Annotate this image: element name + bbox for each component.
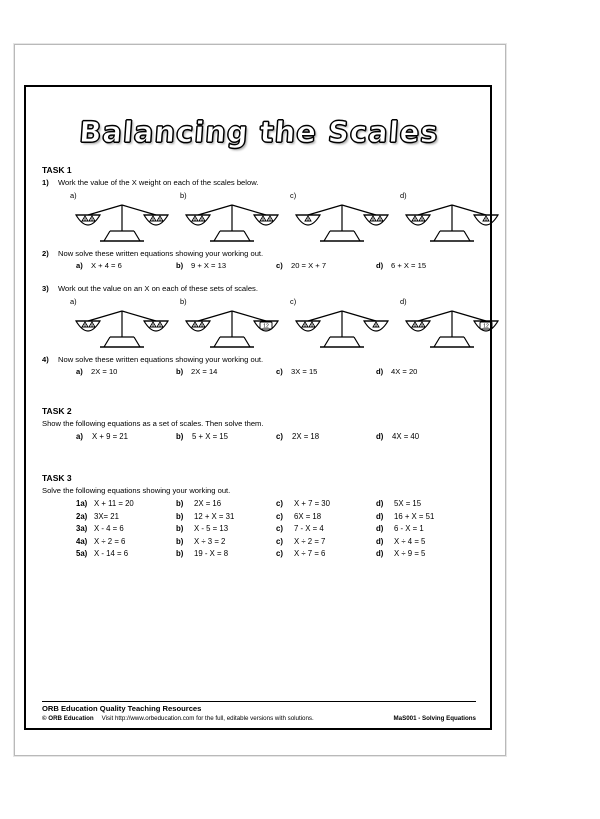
question-2 [42,249,476,258]
task3-1b [176,498,276,511]
footer-title: ORB Education Quality Teaching Resources [42,704,202,713]
task2-equation-a [76,432,176,441]
svg-text:X: X [193,217,197,222]
task3-1a-text: X + 11 = 20 [94,499,134,508]
task2-equation-c-text: 2X = 18 [292,432,320,441]
task3-3b-text: X - 5 = 13 [194,524,229,533]
task-3-grid [76,498,476,561]
task3-3a-text: X - 4 = 6 [94,524,124,533]
svg-text:X: X [374,323,378,328]
balance-scale-icon [400,307,504,353]
equation-2a-text: X + 4 = 6 [91,261,122,270]
equation-4d-text: 4X = 20 [391,367,418,376]
equation-2c-label: c) [276,261,283,270]
equation-4b-text: 2X = 14 [191,367,218,376]
scale-label-1a: a) [70,191,77,200]
task3-row-2 [76,511,476,524]
task3-4c [276,536,376,549]
equation-2b-text: 9 + X = 13 [191,261,227,270]
equation-4a [76,367,176,376]
equation-row-4 [76,367,476,376]
equation-2b-label: b) [176,261,184,270]
task3-4c-label: c) [276,536,283,546]
footer-copyright: © ORB Education [42,715,94,722]
task3-4d [376,536,476,549]
task3-3b [176,523,276,536]
svg-text:X: X [378,217,382,222]
svg-text:X: X [268,217,272,222]
svg-text:X: X [420,217,424,222]
equation-4a-text: 2X = 10 [91,367,118,376]
equation-2a-label: a) [76,261,83,270]
page-title: Balancing the Scales [78,115,440,149]
balance-scale-icon [70,307,174,353]
svg-text:X: X [200,217,204,222]
scale-label-1b: b) [180,191,187,200]
task3-2c-label: c) [276,511,283,521]
svg-text:X: X [420,323,424,328]
task3-4b [176,536,276,549]
scale-diagram-3d [400,297,504,353]
task3-2b-label: b) [176,511,184,521]
task3-4a-label: 4a) [76,536,88,546]
task3-5c-label: c) [276,549,283,558]
task-2-equations [76,432,476,441]
question-2-text: Now solve these written equations showing your working out. [58,249,264,258]
question-4-text: Now solve these written equations showing your working out. [58,355,264,364]
task3-3c-label: c) [276,524,283,533]
task2-equation-d [376,432,476,441]
task3-4a-text: X ÷ 2 = 6 [94,536,126,546]
svg-text:12: 12 [263,323,269,330]
task3-3d-label: d) [376,524,384,533]
svg-text:X: X [310,323,314,328]
task3-2c-text: 6X = 18 [294,511,322,521]
task-2-heading: TASK 2 [42,406,72,416]
scale-diagram-3a [70,297,174,353]
question-1-number: 1) [42,178,49,187]
footer-divider [42,701,476,702]
task-3-heading: TASK 3 [42,473,72,483]
footer-note[interactable]: Visit http://www.orbeducation.com for the full, editable versions with solutions. [101,715,314,722]
worksheet-content [26,87,490,728]
scale-diagram-3b [180,297,284,353]
task3-2d-label: d) [376,511,384,521]
task3-3d-text: 6 - X = 1 [394,524,424,533]
svg-text:X: X [158,217,162,222]
svg-text:12: 12 [483,323,489,330]
task3-1d-label: d) [376,499,384,508]
task3-1a-label: 1a) [76,499,88,508]
task3-5d-text: X ÷ 9 = 5 [394,549,426,558]
task3-4b-text: X ÷ 3 = 2 [194,536,226,546]
task3-4a [76,536,176,549]
svg-text:X: X [306,217,310,222]
svg-text:X: X [413,217,417,222]
task3-2d [376,511,476,524]
question-3-text: Work out the value on an X on each of these sets of scales. [58,284,258,293]
equation-4b-label: b) [176,367,184,376]
task2-equation-b [176,432,276,441]
scale-label-3b: b) [180,297,187,306]
task3-5a-text: X - 14 = 6 [94,549,129,558]
worksheet-sheet [14,44,506,756]
svg-text:X: X [90,217,94,222]
scales-row-3 [70,297,489,353]
equation-4a-label: a) [76,367,83,376]
task3-4b-label: b) [176,536,184,546]
worksheet-border [24,85,492,730]
scale-label-3c: c) [290,297,297,306]
task3-1b-text: 2X = 16 [194,499,222,508]
question-4-number: 4) [42,355,49,364]
task3-5a [76,548,176,561]
task3-3d [376,523,476,536]
task3-5b-text: 19 - X = 8 [194,549,229,558]
equation-2d [376,261,476,270]
task3-5d-label: d) [376,549,384,558]
scale-label-1d: d) [400,191,407,200]
balance-scale-icon [290,201,394,247]
task2-equation-c [276,432,376,441]
svg-text:X: X [200,323,204,328]
task3-2c [276,511,376,524]
equation-2c [276,261,376,270]
task3-row-4 [76,536,476,549]
task2-equation-b-text: 5 + X = 15 [192,432,228,441]
task2-equation-d-label: d) [376,432,384,441]
footer [42,701,476,722]
equation-4c-text: 3X = 15 [291,367,318,376]
footer-code: MaS001 - Solving Equations [393,715,476,722]
task2-equation-c-label: c) [276,432,283,441]
balance-scale-icon [400,201,504,247]
scale-diagram-1d [400,191,504,247]
scale-diagram-1b [180,191,284,247]
equation-2d-label: d) [376,261,384,270]
task3-1a [76,498,176,511]
scale-diagram-1a [70,191,174,247]
equation-2b [176,261,276,270]
svg-text:X: X [303,323,307,328]
equation-2d-text: 6 + X = 15 [391,261,427,270]
svg-text:X: X [83,323,87,328]
task3-5c-text: X ÷ 7 = 6 [294,549,326,558]
svg-text:X: X [413,323,417,328]
equation-row-2 [76,261,476,270]
balance-scale-icon [180,307,284,353]
question-1 [42,178,476,187]
question-3-number: 3) [42,284,49,293]
svg-text:X: X [261,217,265,222]
equation-2c-text: 20 = X + 7 [291,261,327,270]
task3-1d-text: 5X = 15 [394,499,422,508]
task3-row-1 [76,498,476,511]
svg-text:X: X [371,217,375,222]
scale-label-3a: a) [70,297,77,306]
scale-label-3d: d) [400,297,407,306]
task2-equation-a-label: a) [76,432,83,441]
task3-row-3 [76,523,476,536]
task3-4d-label: d) [376,536,384,546]
task3-3c [276,523,376,536]
task3-2a-text: 3X= 21 [94,511,119,521]
equation-4b [176,367,276,376]
task3-5a-label: 5a) [76,549,88,558]
task3-2a-label: 2a) [76,511,88,521]
task3-4d-text: X ÷ 4 = 5 [394,536,426,546]
task-3-instruction: Solve the following equations showing your working out. [42,486,231,495]
task-2-instruction: Show the following equations as a set of scales. Then solve them. [42,419,264,428]
question-3 [42,284,476,293]
equation-4d-label: d) [376,367,384,376]
scale-label-1c: c) [290,191,297,200]
scale-diagram-1c [290,191,394,247]
footer-left [42,715,314,722]
question-1-text: Work the value of the X weight on each of the scales below. [58,178,259,187]
task3-5c [276,548,376,561]
equation-4d [376,367,476,376]
task-1-heading: TASK 1 [42,165,72,175]
balance-scale-icon [70,201,174,247]
equation-4c [276,367,376,376]
task3-3c-text: 7 - X = 4 [294,524,324,533]
task3-3b-label: b) [176,524,184,533]
task3-1c [276,498,376,511]
task3-1c-label: c) [276,499,283,508]
task3-1b-label: b) [176,499,184,508]
task3-5b [176,548,276,561]
task3-2a [76,511,176,524]
svg-text:X: X [484,217,488,222]
task3-1d [376,498,476,511]
task3-5d [376,548,476,561]
task3-5b-label: b) [176,549,184,558]
task2-equation-b-label: b) [176,432,184,441]
scale-diagram-3c [290,297,394,353]
task3-2b [176,511,276,524]
task3-3a [76,523,176,536]
balance-scale-icon [290,307,394,353]
svg-text:X: X [151,323,155,328]
question-2-number: 2) [42,249,49,258]
task3-2b-text: 12 + X = 31 [194,511,235,521]
task3-3a-label: 3a) [76,524,88,533]
task2-equation-a-text: X + 9 = 21 [92,432,128,441]
question-4 [42,355,476,364]
balance-scale-icon [180,201,284,247]
scales-row-1 [70,191,488,247]
equation-2a [76,261,176,270]
svg-text:X: X [193,323,197,328]
task3-2d-text: 16 + X = 51 [394,511,435,521]
svg-text:X: X [158,323,162,328]
svg-text:X: X [90,323,94,328]
task3-4c-text: X ÷ 2 = 7 [294,536,326,546]
svg-text:X: X [151,217,155,222]
equation-4c-label: c) [276,367,283,376]
task3-1c-text: X + 7 = 30 [294,499,330,508]
task3-row-5 [76,548,476,561]
svg-text:X: X [83,217,87,222]
task2-equation-d-text: 4X = 40 [392,432,420,441]
